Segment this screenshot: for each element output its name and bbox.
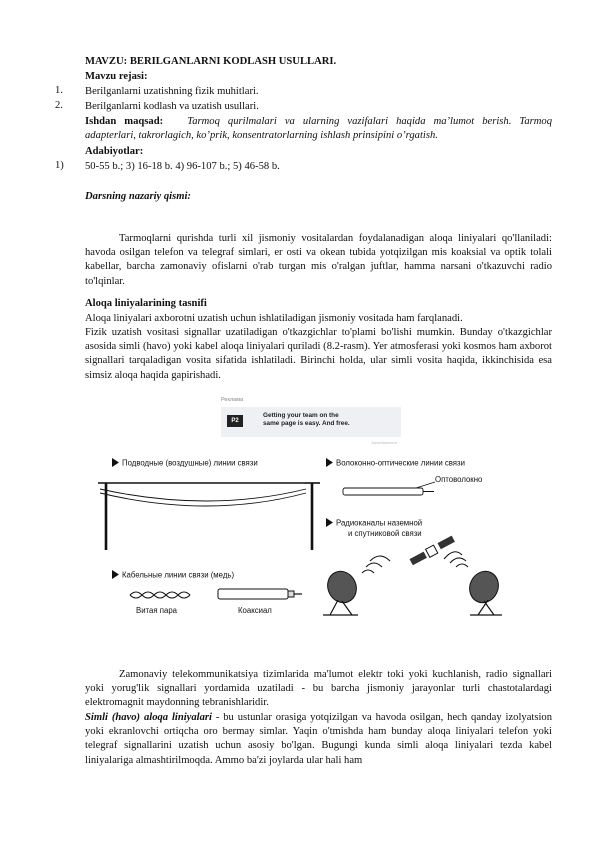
fiber-caption: Волоконно-оптические линии связи <box>336 458 465 468</box>
wired-lines-term: Simli (havo) aloqa liniyalari <box>85 712 212 723</box>
paragraph-wired-lines <box>85 711 552 768</box>
topic-title: MAVZU: BERILGANLARNI KODLASH USULLARI. <box>85 56 337 67</box>
plan-item: Berilganlarni kodlash va uzatish usullari. <box>85 101 259 112</box>
literature-number: 1) <box>55 160 64 171</box>
radio-caption-line2: и спутниковой связи <box>348 529 422 538</box>
goal-label: Ishdan maqsad: <box>85 116 164 127</box>
plan-item: Berilganlarni uzatishning fizik muhitlari. <box>85 86 259 97</box>
fiber-label: Оптоволокно <box>435 475 483 484</box>
literature-list: 50-55 b.; 3) 16-18 b. 4) 96-107 b.; 5) 46-58 b. <box>85 161 280 172</box>
paragraph-media-line: Aloqa liniyalari axborotni uzatish uchun ishlatiladigan jismoniy vositada ham farqlanadi. <box>85 313 463 324</box>
plan-heading: Mavzu rejasi: <box>85 71 148 82</box>
ad-logo: P2 <box>227 415 243 427</box>
ad-subtext: Advertisement <box>371 440 397 445</box>
wired-lines-text: - bu ustunlar orasiga yotqizilgan va havoda osilgan, hech qanday izolyatsion yoki ekranlovchi ortiqcha oro bermay simlar. Yaqin o'tmishda ham bunday aloqa liniyalari telefon yoki telegraf signallarini uzatish uchun asosiy bo'lgan. Bugungi kunda simli aloqa liniyalari tezda kabel liniyalariga almashtirilmoqda. Ammo ba'zi joylarda ular hali ham <box>85 712 552 766</box>
ad-text-line1: Getting your team on the <box>263 412 339 419</box>
satellite-dish-icon <box>323 567 362 615</box>
radio-caption-line1: Радиоканалы наземной <box>336 518 423 528</box>
arrow-icon <box>326 518 333 527</box>
twisted-pair-label: Витая пара <box>136 606 177 615</box>
plan-item-number: 2. <box>55 100 63 111</box>
advertisement-banner[interactable] <box>221 397 401 443</box>
fiber-cable-icon <box>343 488 423 495</box>
coax-cable-icon <box>218 589 302 599</box>
radio-section <box>323 518 504 615</box>
ad-label: Реклама <box>221 397 244 403</box>
satellite-icon <box>410 536 455 566</box>
classification-heading: Aloqa liniyalarining tasnifi <box>85 298 207 309</box>
twisted-pair-icon <box>130 592 190 598</box>
arrow-icon <box>112 458 119 467</box>
arrow-icon <box>112 570 119 579</box>
paragraph-media: Fizik uzatish vositasi signallar uzatiladigan o'tkazgichlar to'plami bo'lishi mumkin. Bunday o'tkazgichlar asosida simli (havo) yoki kabel aloqa liniyalari quriladi (8.2-rasm). Yer atmosferasi yoki kosmos ham axborot signallari tarqaladigan vosita sifatida ishlatiladi. Birinchi holda, ular simli vosita haqida, ikkinchisida esa simsiz aloqa haqida gapirishadi. <box>85 327 552 381</box>
paragraph-intro: Tarmoqlarni qurishda turli xil jismoniy vositalardan foydalanadigan aloqa liniyalari qo'llaniladi: havoda osilgan telefon va telegraf simlari, er osti va okean tubida yotqizilgan mis koaksial va optik tolali kabellar, barcha zamonaviy ofislarni o'rab turgan mis o'ralgan juftlar, hamma narsani o'tkazuvchi radio to'lqinlar. <box>85 233 552 287</box>
goal-text-line2: adapterlari, takrorlagich, ko’prik, konsentratorlarning ishlash prinsipini o’rgatish. <box>85 130 438 142</box>
fiber-section <box>326 458 483 495</box>
coax-label: Коаксиал <box>238 606 272 615</box>
theory-heading: Darsning nazariy qismi: <box>85 191 191 202</box>
paragraph-telecom: Zamonaviy telekommunikatsiya tizimlarida ma'lumot elektr toki yoki kuchlanish, radio signallari yoki yorug'lik signallari yordamida uzatiladi - bu barcha jismoniy jarayonlar turli chastotalardagi elektromagnit maydonning tebranishlaridir. <box>85 669 552 709</box>
ad-text-line2: same page is easy. And free. <box>263 420 350 427</box>
literature-heading: Adabiyotlar: <box>85 146 144 157</box>
overhead-section <box>98 458 320 550</box>
cable-caption: Кабельные линии связи (медь) <box>122 570 235 580</box>
goal-text-line1: Tarmoq qurilmalari va ularning vazifalari haqida ma’lumot berish. Tarmoq <box>187 116 552 127</box>
cable-section <box>112 570 302 615</box>
ad-box[interactable] <box>221 407 401 445</box>
overhead-caption: Подводные (воздушные) линии связи <box>122 458 258 468</box>
goal-block <box>85 115 552 143</box>
ad-text <box>263 412 350 428</box>
communication-lines-figure <box>90 455 510 630</box>
plan-item-number: 1. <box>55 85 63 96</box>
arrow-icon <box>326 458 333 467</box>
satellite-dish-icon <box>465 567 504 615</box>
